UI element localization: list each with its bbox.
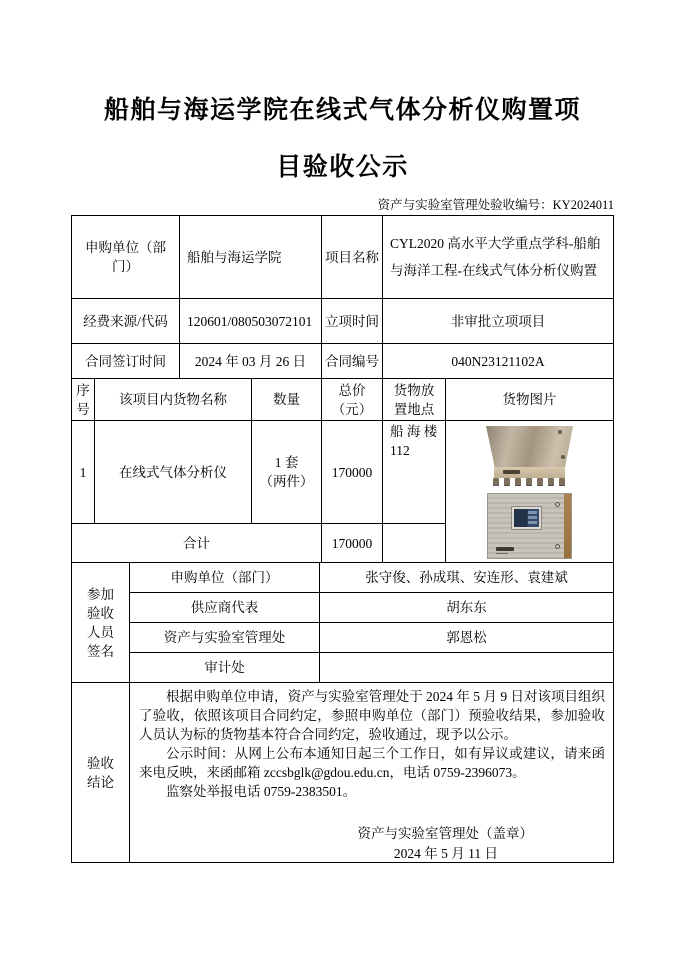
goods-header-no: 序号 [72,379,95,421]
stamp-signature-line: 资产与实验室管理处（盖章） [357,826,533,841]
photo-display-bezel [511,506,542,530]
table-row-purchaser [72,216,613,299]
table-row-fund [72,299,613,344]
table-row-contract [72,344,613,379]
conclusion-content [130,683,613,862]
goods-header-qty: 数量 [252,379,322,421]
approval-time-label: 立项时间 [322,299,383,344]
page-title-line2: 目验收公示 [276,154,409,181]
approval-time-value: 非审批立项项目 [383,299,613,344]
participant-signatures: 胡东东 [320,593,613,623]
conclusion-section-label: 验收结论 [72,683,130,862]
goods-photo-cell [446,421,613,563]
photo-display-screen [514,509,539,527]
contract-date-label: 合同签订时间 [72,344,180,379]
goods-item-qty: 1 套 （两件） [252,421,322,524]
project-name-value: CYL2020 高水平大学重点学科-船舶与海洋工程-在线式气体分析仪购置 [383,216,613,299]
photo-wood-edge [564,494,571,558]
conclusion-block [72,683,613,862]
purchaser-value: 船舶与海运学院 [180,216,322,299]
goods-sum-row [72,524,446,563]
screw-icon [558,430,562,434]
brand-logo-subtext [496,553,508,554]
brand-logo-mark [503,470,520,474]
goods-item-row [72,421,446,524]
participant-row-asset-office [130,623,613,653]
gas-analyzer-front-panel-photo [487,493,572,559]
fund-source-label: 经费来源/代码 [72,299,180,344]
goods-left-block [72,421,446,563]
project-name-label: 项目名称 [322,216,383,299]
goods-sum-location-empty [383,524,446,563]
participant-label: 申购单位（部门） [130,563,320,593]
participant-row-supplier [130,593,613,623]
goods-header-row [72,379,613,421]
participants-section-label: 参加验收人员签名 [72,563,130,683]
photo-connectors-row [493,478,565,486]
participant-signatures [320,653,613,683]
participants-block [72,563,613,683]
goods-header-total: 总价（元） [322,379,383,421]
conclusion-paragraph: 公示时间：从网上公布本通知日起三个工作日，如有异议或建议，请来函来电反映，来函邮箱 zccsbglk@gdou.edu.cn，电话 0759-2396073。 [139,746,605,780]
fund-source-value: 120601/080503072101 [180,299,322,344]
purchaser-label: 申购单位（部门） [72,216,180,299]
goods-body-block [72,421,613,563]
page-title [0,0,685,196]
participant-label: 资产与实验室管理处 [130,623,320,653]
screw-icon [555,502,560,507]
participant-signatures: 张守俊、孙成琪、安连形、袁建斌 [320,563,613,593]
participant-row-purchaser [130,563,613,593]
acceptance-ref-number: 资产与实验室管理处验收编号：KY2024011 [377,198,614,212]
goods-item-total: 170000 [322,421,383,524]
participant-signatures: 郭恩松 [320,623,613,653]
page-title-line1: 船舶与海运学院在线式气体分析仪购置项 [103,97,581,124]
conclusion-paragraph: 监察处举报电话 0759-2383501。 [166,784,357,799]
acceptance-table [71,215,614,863]
gas-analyzer-enclosure-photo [482,424,577,490]
goods-header-photo: 货物图片 [446,379,613,421]
goods-sum-label: 合计 [72,524,322,563]
participants-rows [130,563,613,683]
participant-row-audit-office [130,653,613,683]
participant-label: 供应商代表 [130,593,320,623]
participant-label: 审计处 [130,653,320,683]
brand-logo-mark [496,547,514,551]
contract-no-value: 040N23121102A [383,344,613,379]
contract-no-label: 合同编号 [322,344,383,379]
screw-icon [555,544,560,549]
goods-item-location: 船 海 楼 112 [383,421,446,524]
goods-item-no: 1 [72,421,95,524]
screw-icon [561,455,565,459]
goods-header-name: 该项目内货物名称 [95,379,252,421]
goods-sum-total: 170000 [322,524,383,563]
goods-item-name: 在线式气体分析仪 [95,421,252,524]
goods-header-location: 货物放置地点 [383,379,446,421]
stamp-date-line: 2024 年 5 月 11 日 [393,846,498,861]
conclusion-paragraph: 根据申购单位申请，资产与实验室管理处于 2024 年 5 月 9 日对该项目组织了验收，依照该项目合同约定，参照申购单位（部门）预验收结果，参加验收人员认为标的货物基本符合合同约定，验收通过，现予以公示。 [139,689,605,742]
contract-date-value: 2024 年 03 月 26 日 [180,344,322,379]
